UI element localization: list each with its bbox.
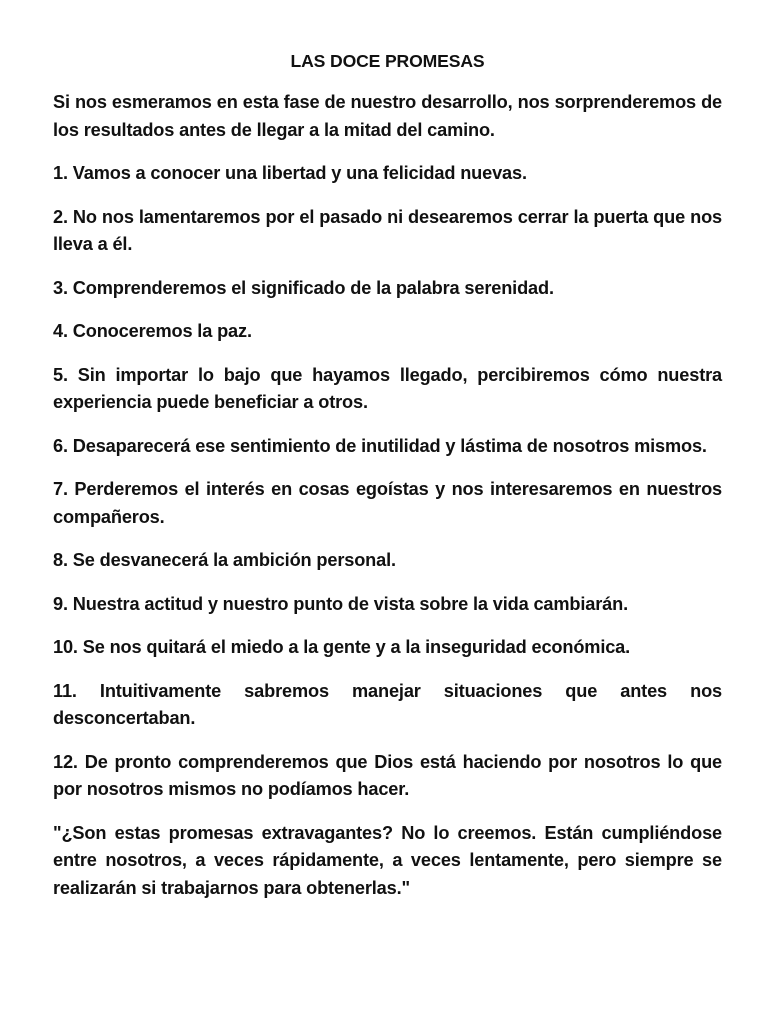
promise-11: 11. Intuitivamente sabremos manejar situaciones que antes nos desconcertaban. — [53, 680, 722, 728]
promise-6: 6. Desaparecerá ese sentimiento de inutilidad y lástima de nosotros mismos. — [53, 435, 707, 456]
promise-3: 3. Comprenderemos el significado de la palabra serenidad. — [53, 277, 554, 298]
promise-9: 9. Nuestra actitud y nuestro punto de vista sobre la vida cambiarán. — [53, 593, 628, 614]
promise-7: 7. Perderemos el interés en cosas egoístas y nos interesaremos en nuestros compañeros. — [53, 479, 722, 527]
document-title: LAS DOCE PROMESAS — [290, 51, 485, 71]
promise-5: 5. Sin importar lo bajo que hayamos llegado, percibiremos cómo nuestra experiencia puede beneficiar a otros. — [53, 364, 722, 412]
intro-paragraph: Si nos esmeramos en esta fase de nuestro desarrollo, nos sorprenderemos de los resultados antes de llegar a la mitad del camino. — [53, 92, 722, 140]
promise-1: 1. Vamos a conocer una libertad y una felicidad nuevas. — [53, 163, 527, 183]
document-page — [53, 48, 722, 902]
closing-quote: "¿Son estas promesas extravagantes? No lo creemos. Están cumpliéndose entre nosotros, a veces rápidamente, a veces lentamente, pero siempre se realizarán si trabajarnos para obtenerlas." — [53, 822, 722, 898]
promise-4: 4. Conoceremos la paz. — [53, 321, 252, 341]
promise-12: 12. De pronto comprenderemos que Dios está haciendo por nosotros lo que por nosotros mismos no podíamos hacer. — [53, 751, 722, 799]
promise-10: 10. Se nos quitará el miedo a la gente y a la inseguridad económica. — [53, 637, 631, 657]
promise-8: 8. Se desvanecerá la ambición personal. — [53, 550, 396, 570]
promise-2: 2. No nos lamentaremos por el pasado ni desearemos cerrar la puerta que nos lleva a él. — [53, 206, 722, 254]
